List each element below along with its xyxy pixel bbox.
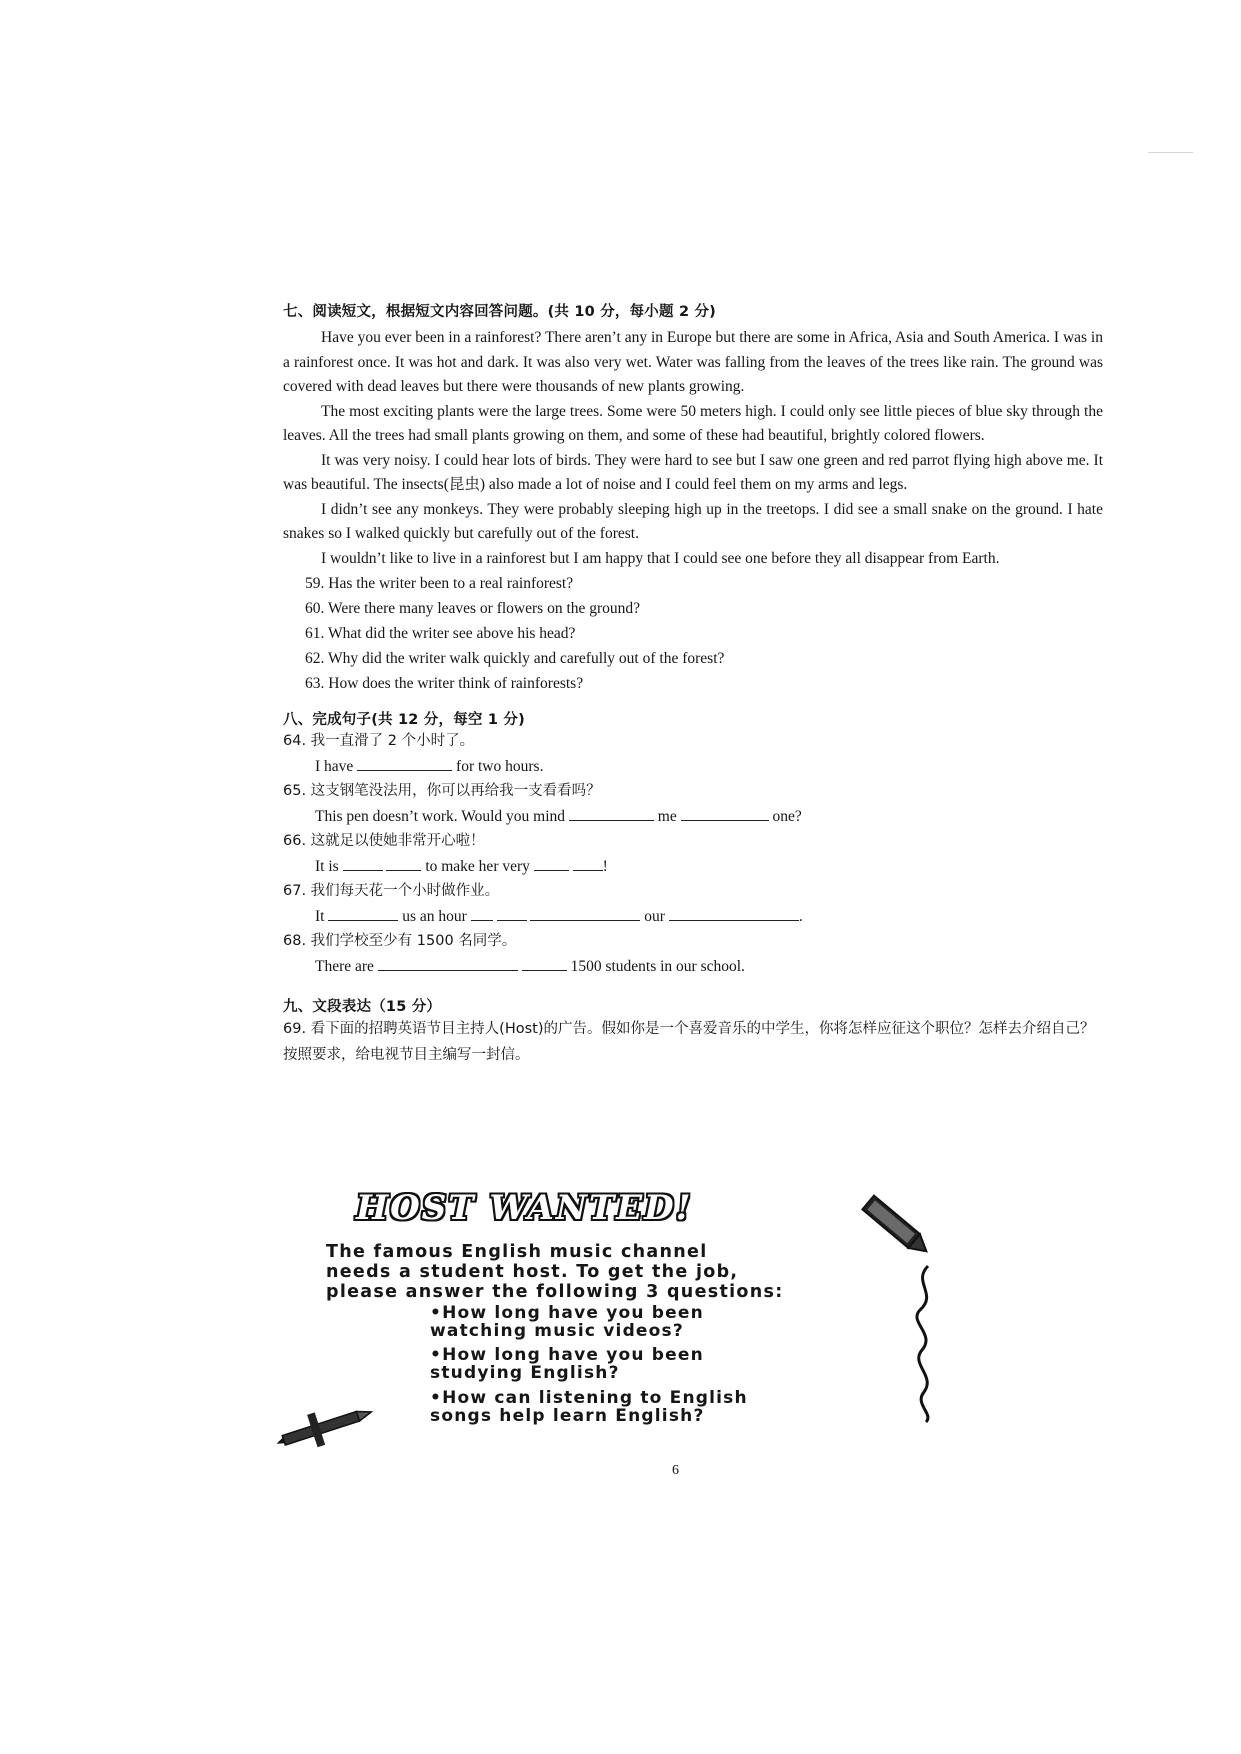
question-68-cn: 68. 我们学校至少有 1500 名同学。 — [283, 933, 517, 949]
answer-blank[interactable] — [569, 806, 654, 821]
question-63: 63. How does the writer think of rainforests? — [305, 675, 584, 692]
question-67-cn: 67. 我们每天花一个小时做作业。 — [283, 883, 500, 899]
section-8-heading: 八、完成句子(共 12 分，每空 1 分) — [283, 712, 525, 728]
answer-blank[interactable] — [357, 756, 452, 771]
question-61: 61. What did the writer see above his head? — [305, 625, 576, 642]
pen-icon — [270, 1398, 380, 1458]
answer-blank[interactable] — [497, 906, 527, 921]
crayon-icon — [850, 1188, 940, 1263]
question-65-en: This pen doesn’t work. Would you mind me one? — [315, 808, 802, 825]
answer-blank[interactable] — [471, 906, 493, 921]
question-65-cn: 65. 这支钢笔没法用，你可以再给我一支看看吗？ — [283, 783, 601, 799]
answer-blank[interactable] — [378, 956, 518, 971]
passage-paragraph: It was very noisy. I could hear lots of birds. They were hard to see but I saw one green and red parrot flying high above me. It was beautiful. The insects(昆虫) also made a lot of noise and I could feel them on my arms and legs. — [283, 451, 1103, 493]
ad-intro: The famous English music channel needs a student host. To get the job, please answer the following 3 questions: — [326, 1242, 784, 1302]
question-68-en: There are 1500 students in our school. — [315, 958, 745, 975]
ad-question: •How long have you been watching music videos? — [430, 1303, 704, 1341]
question-59: 59. Has the writer been to a real rainforest? — [305, 575, 574, 592]
passage-paragraph: I wouldn’t like to live in a rainforest but I am happy that I could see one before they all disappear from Earth. — [321, 549, 1000, 567]
answer-blank[interactable] — [328, 906, 398, 921]
question-64-cn: 64. 我一直滑了 2 个小时了。 — [283, 733, 475, 749]
answer-blank[interactable] — [386, 856, 421, 871]
ad-question: •How can listening to English songs help learn English? — [430, 1388, 748, 1426]
question-66-en: It is to make her very ! — [315, 858, 608, 875]
question-66-cn: 66. 这就足以使她非常开心啦！ — [283, 833, 485, 849]
answer-blank[interactable] — [522, 956, 567, 971]
question-60: 60. Were there many leaves or flowers on the ground? — [305, 600, 641, 617]
squiggle-icon — [910, 1264, 940, 1424]
section-7-heading: 七、阅读短文，根据短文内容回答问题。(共 10 分，每小题 2 分) — [283, 304, 717, 320]
question-64-en: I have for two hours. — [315, 758, 544, 775]
ad-question: •How long have you been studying English? — [430, 1345, 704, 1383]
passage-paragraph: Have you ever been in a rainforest? There aren’t any in Europe but there are some in Africa, Asia and South America. I was in a rainforest once. It was hot and dark. It was also very wet. Water was falling from the leaves of the trees like rain. The ground was covered with dead leaves but there were thousands of new plants growing. — [283, 329, 1103, 395]
ad-title: HOST WANTED! — [356, 1188, 693, 1228]
answer-blank[interactable] — [681, 806, 769, 821]
reading-passage — [283, 326, 1103, 571]
passage-paragraph: I didn’t see any monkeys. They were probably sleeping high up in the treetops. I did see a small snake on the ground. I hate snakes so I walked quickly but carefully out of the forest. — [283, 500, 1103, 542]
question-list — [283, 571, 1103, 696]
question-62: 62. Why did the writer walk quickly and carefully out of the forest? — [305, 650, 725, 667]
question-67-en: It us an hour our . — [315, 908, 803, 925]
host-wanted-ad — [270, 1188, 970, 1458]
answer-blank[interactable] — [343, 856, 383, 871]
answer-blank[interactable] — [573, 856, 603, 871]
answer-blank[interactable] — [530, 906, 640, 921]
exam-page — [283, 300, 1103, 1068]
answer-blank[interactable] — [534, 856, 569, 871]
section-9-heading: 九、文段表达（15 分） — [283, 999, 442, 1015]
sentence-completion — [283, 729, 1103, 979]
page-number: 6 — [672, 1463, 679, 1478]
passage-paragraph: The most exciting plants were the large trees. Some were 50 meters high. I could only see little pieces of blue sky through the leaves. All the trees had small plants growing on them, and some of these had beautiful, brightly colored flowers. — [283, 402, 1103, 444]
answer-blank[interactable] — [669, 906, 799, 921]
scan-edge-line — [1148, 152, 1193, 153]
writing-prompt: 69. 看下面的招聘英语节目主持人(Host)的广告。假如你是一个喜爱音乐的中学生，你将怎样应征这个职位？怎样去介绍自己？按照要求，给电视节目主编写一封信。 — [283, 1021, 1095, 1063]
